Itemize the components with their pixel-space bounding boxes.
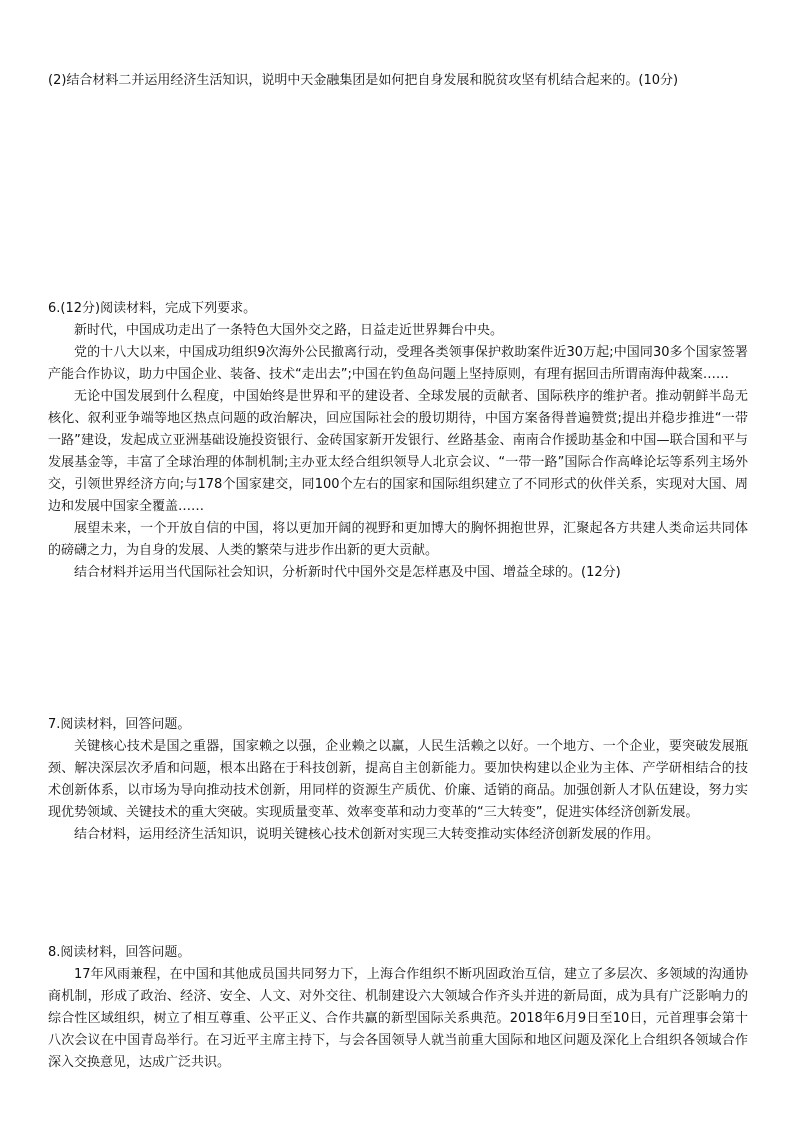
q8-paragraph-1: 17年风雨兼程，在中国和其他成员国共同努力下，上海合作组织不断巩固政治互信，建立了多层次、多领域的沟通协商机制，形成了政治、经济、安全、人文、对外交往、机制建设六大领域合作齐头并进的新局面，成为具有广泛影响力的综合性区域组织，树立了相互尊重、公平正义、合作共赢的新型国际关系典范。2018年6月9日至10日，元首理事会第十八次会议在中国青岛举行。在习近平主席主持下，与会各国领导人就当前重大国际和地区问题及深化上合组织各领域合作深入交换意见，达成广泛共识。 (48, 967, 748, 1070)
q7-paragraph-1: 关键核心技术是国之重器，国家赖之以强，企业赖之以赢，人民生活赖之以好。一个地方、一个企业，要突破发展瓶颈、解决深层次矛盾和问题，根本出路在于科技创新，提高自主创新能力。要加快构建以企业为主体、产学研相结合的技术创新体系，以市场为导向推动技术创新，用同样的资源生产质优、价廉、适销的商品。加强创新人才队伍建设，努力实现优势领域、关键技术的重大突破。实现质量变革、效率变革和动力变革的“三大转变”，促进实体经济创新发展。 (48, 739, 748, 820)
q7-heading: 7.阅读材料，回答问题。 (48, 717, 191, 732)
q6-block (48, 298, 748, 584)
q8-heading: 8.阅读材料，回答问题。 (48, 945, 191, 960)
q6-paragraph-1: 新时代，中国成功走出了一条特色大国外交之路，日益走近世界舞台中央。 (74, 323, 504, 338)
q7-block (48, 714, 748, 846)
q6-paragraph-4: 展望未来，一个开放自信的中国，将以更加开阔的视野和更加博大的胸怀拥抱世界，汇聚起各方共建人类命运共同体的磅礴之力，为自身的发展、人类的繁荣与进步作出新的更大贡献。 (48, 521, 748, 558)
q6-heading: 6.(12分)阅读材料，完成下列要求。 (48, 301, 257, 316)
q7-question: 结合材料，运用经济生活知识，说明关键核心技术创新对实现三大转变推动实体经济创新发展的作用。 (74, 827, 660, 842)
q5-part2-prompt: (2)结合材料二并运用经济生活知识，说明中天金融集团是如何把自身发展和脱贫攻坚有机结合起来的。(10分) (48, 73, 679, 88)
q6-paragraph-2: 党的十八大以来，中国成功组织9次海外公民撤离行动，受理各类领事保护救助案件近30万起;中国同30多个国家签署产能合作协议，助力中国企业、装备、技术“走出去”;中国在钓鱼岛问题上坚持原则，有理有据回击所谓南海仲裁案…… (48, 345, 748, 382)
q6-question: 结合材料并运用当代国际社会知识，分析新时代中国外交是怎样惠及中国、增益全球的。(12分) (74, 565, 621, 580)
q5-part2-block (48, 70, 748, 92)
q6-paragraph-3: 无论中国发展到什么程度，中国始终是世界和平的建设者、全球发展的贡献者、国际秩序的维护者。推动朝鲜半岛无核化、叙利亚争端等地区热点问题的政治解决，回应国际社会的殷切期待，中国方案备得普遍赞赏;提出并稳步推进“一带一路”建设，发起成立亚洲基础设施投资银行、金砖国家新开发银行、丝路基金、南南合作援助基金和中国—联合国和平与发展基金等，丰富了全球治理的体制机制;主办亚太经合组织领导人北京会议、“一带一路”国际合作高峰论坛等系列主场外交，引领世界经济方向;与178个国家建交，同100个左右的国家和国际组织建立了不同形式的伙伴关系，实现对大国、周边和发展中国家全覆盖…… (48, 389, 748, 514)
q8-block (48, 942, 748, 1074)
